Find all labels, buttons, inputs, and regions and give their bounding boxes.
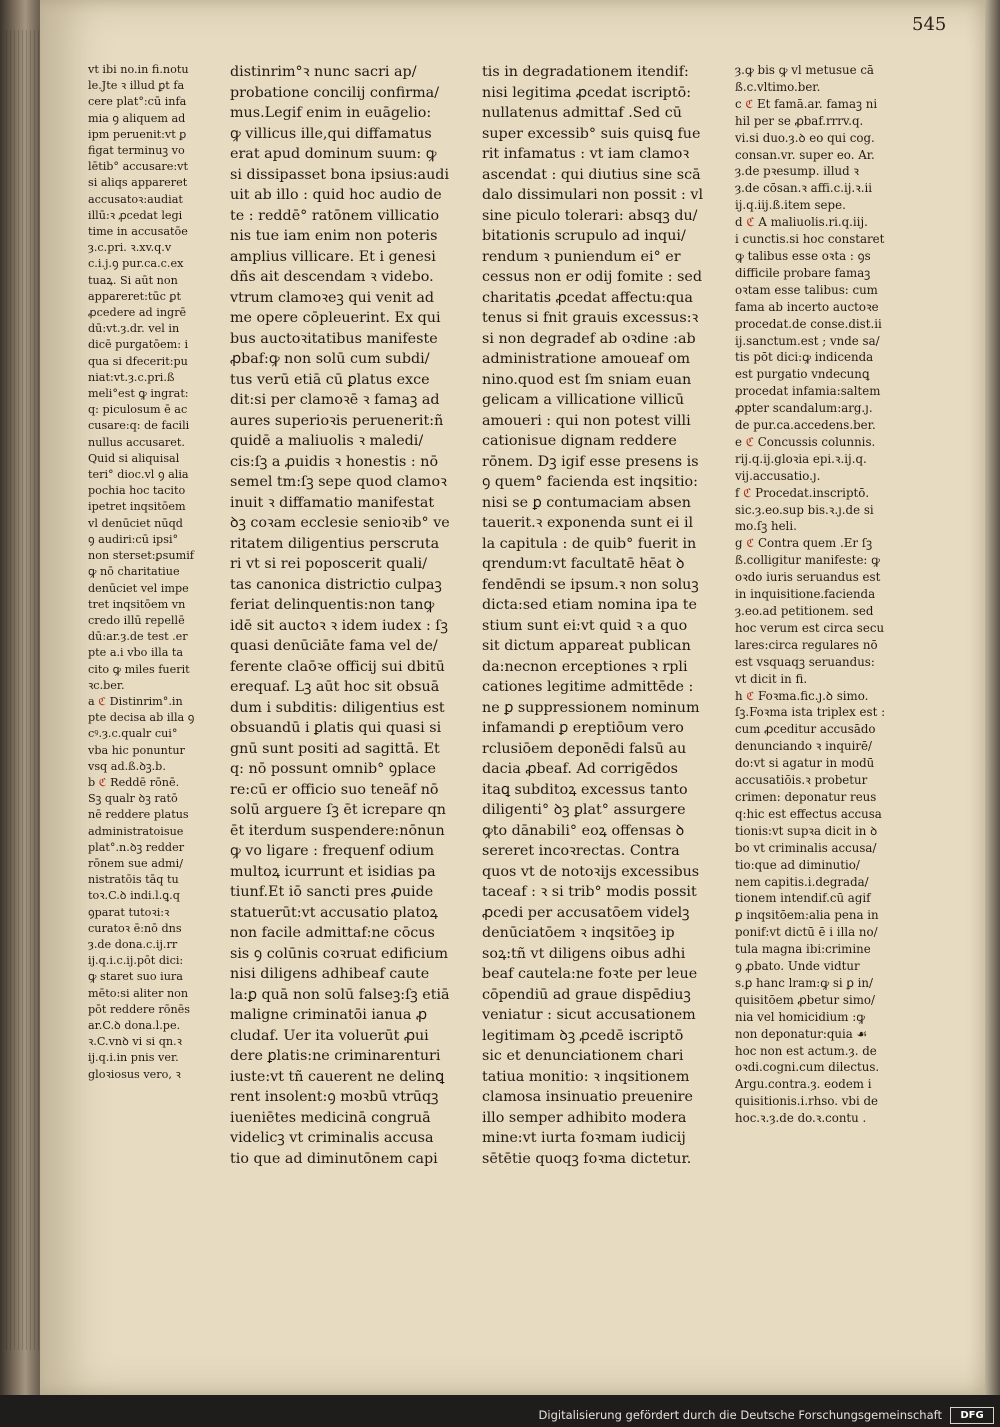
text-line: erequaf. Lꝫ aūt hoc sit obsuā [230, 679, 440, 695]
text-line: tiunf.Et iō sancti pres ꝓuide [230, 884, 434, 900]
text-line: appareret:tūc ꝑt [88, 289, 181, 303]
text-line: charitatis ꝓcedat affectu:qua [482, 289, 693, 306]
text-line: quidē a maliuolis ꝛ maledi/ [230, 433, 424, 449]
text-line: s.ꝑ hanc lram:ꝙ si ꝑ in/ [735, 975, 874, 990]
text-line: ȝ.de dona.c.ij.rr [88, 937, 178, 951]
text-line: sine piculo tolerari: absqꝫ du/ [482, 207, 698, 224]
text-line: te : reddē° ratōnem villicatio [230, 207, 440, 224]
text-line: beaf cautela:ne foꝛte per leue [482, 966, 698, 982]
text-line: tionis:vt supꝛa dicit in ꝺ [735, 823, 878, 838]
text-line: ꝙ nō charitatiue [88, 565, 180, 579]
text-line: si non degradef ab oꝛdine :ab [482, 330, 696, 347]
page-number: 545 [912, 14, 947, 35]
text-line: sis ꝯ colūnis coꝛruat edificium [230, 945, 449, 962]
text-line: solū arguere ſꝫ ēt icrepare qn [230, 802, 446, 818]
text-line: c.i.j.ꝯ pur.ca.c.ex [88, 257, 184, 271]
text-line: non deponatur:quia ☙ [735, 1026, 868, 1041]
text-line: ꝙ talibus esse oꝛta : ꝯs [735, 248, 871, 263]
text-line: difficile probare famaꝫ [735, 265, 871, 280]
text-line: ꝛc.ber. [88, 678, 125, 692]
text-line: bo vt criminalis accusa/ [735, 840, 877, 855]
text-line: mus.Legif enim in euāgelio: [230, 105, 432, 121]
text-line: ferente claōꝛe officij sui dbitū [230, 658, 445, 675]
text-line: i cunctis.si hoc constaret [735, 232, 885, 247]
text-line: ij.q.i.c.ij.pōt dici: [88, 954, 184, 968]
text-line: ij.sanctum.est ; vnde sa/ [735, 333, 880, 348]
text-line: dalo dissimulari non possit : vl [482, 187, 704, 203]
text-line: gloꝛiosus vero, ꝛ [88, 1067, 181, 1081]
text-line: ſꝫ.Foꝛma ista triplex est : [735, 705, 886, 720]
text-line: illū:ꝛ ꝓcedat legi [88, 208, 183, 222]
text-line: tis pōt dici:ꝙ indicenda [735, 350, 874, 365]
text-line: vl denūciet nūqd [88, 516, 183, 530]
text-line: oꝛdi.cogni.cum dilectus. [735, 1060, 880, 1075]
text-line: clamosa insinuatio preuenire [482, 1089, 693, 1105]
text-line: a ℭ Distinrim°.in [88, 694, 183, 708]
text-line: tas canonica districtio culpaꝫ [230, 576, 442, 593]
text-line: bitationis scrupulo ad inqui/ [482, 228, 686, 244]
text-line: tenus si fnit grauis excessus:ꝛ [482, 310, 699, 326]
text-line: d ℭ A maliuolis.ri.q.iij. [735, 215, 868, 230]
text-line: niat:vt.ȝ.c.pri.ß [88, 370, 175, 384]
text-line: ꝙ staret suo iura [88, 970, 183, 984]
text-line: non sterset:ꝑsumif [88, 549, 194, 563]
text-line: tret inqsitōem vn [88, 597, 186, 611]
text-line: super excessib° suis quisꝗ fue [482, 125, 701, 142]
text-line: rij.q.ij.gloꝛia epi.ꝛ.ij.q. [735, 451, 867, 466]
text-line: ꝓpter scandalum:arg.ȷ. [735, 401, 873, 416]
text-line: credo illū repellē [88, 613, 185, 627]
text-line: accusatoꝛ:audiat [88, 192, 183, 206]
text-line: bus auctoꝛitatibus manifeste [230, 330, 438, 347]
text-line: aures superioꝛis peruenerit:ñ [230, 412, 444, 429]
text-line: ꝓbaf:ꝙ non solū cum subdi/ [230, 351, 430, 367]
text-line: curatoꝛ ē:nō dns [88, 921, 182, 935]
text-line: cum ꝓceditur accusādo [735, 722, 876, 737]
text-line: nē reddere platus [88, 808, 189, 822]
text-line: vsq ad.ß.ꝺꝫ.b. [88, 759, 166, 773]
text-line: procedat infamia:saltem [735, 384, 881, 399]
text-line: ritatem diligentius perscruta [230, 535, 440, 552]
text-line: ij.q.iij.ß.item sepe. [735, 198, 846, 213]
text-line: b ℭ Reddē rōnē. [88, 775, 180, 789]
text-line: qua si dfecerit:pu [88, 354, 188, 368]
text-line: videlicꝫ vt criminalis accusa [230, 1130, 434, 1146]
text-line: cis:ſꝫ a ꝓuidis ꝛ honestis : nō [230, 453, 439, 470]
text-line: e ℭ Concussis colunnis. [735, 434, 876, 449]
text-line: tis in degradationem itendif: [482, 64, 689, 80]
main-text-column-right [482, 62, 730, 1169]
text-line: tio:que ad diminutio/ [735, 857, 860, 872]
text-line: multoꝝ icurrunt et isidias pa [230, 863, 436, 880]
text-line: administratione amoueaf om [482, 351, 691, 367]
text-line: ij.q.i.in pnis ver. [88, 1051, 179, 1065]
text-line: dicta:sed etiam nomina ipa te [482, 597, 697, 613]
text-line: teri° dioc.vl ꝯ alia [88, 468, 189, 482]
text-line: semel tm:ſꝫ sepe quod clamoꝛ [230, 474, 447, 490]
text-line: mine:vt iurta foꝛmam iudicij [482, 1130, 686, 1146]
text-line: ß.c.vltimo.ber. [735, 79, 821, 94]
text-line: ponif:vt dictū ē i illa no/ [735, 925, 878, 940]
text-line: in inquisitione.facienda [735, 587, 876, 602]
text-line: dñs ait descendam ꝛ videbo. [230, 269, 434, 285]
text-line: Quid si aliquisal [88, 451, 180, 465]
text-line: sic.ȝ.eo.sup bis.ꝛ.ȷ.de si [735, 502, 874, 517]
text-line: meli°est ꝙ ingrat: [88, 387, 189, 401]
text-line: ȝ.eo.ad petitionem. sed [735, 604, 874, 618]
text-line: q:hic est effectus accusa [735, 806, 882, 821]
text-line: consan.vr. super eo. Ar. [735, 147, 875, 162]
text-line: ȝ.ꝙ bis ꝙ vl metusue cā [735, 63, 874, 77]
text-line: iueniētes medicinā congruā [230, 1109, 431, 1126]
text-line: ar.C.ꝺ dona.l.pe. [88, 1018, 181, 1032]
text-line: fama ab incerto auctoꝛe [735, 299, 879, 314]
text-line: taceaf : ꝛ si trib° modis possit [482, 884, 697, 900]
text-line: iuste:vt tñ cauerent ne delinꝗ [230, 1068, 445, 1085]
text-line: si aliqs appareret [88, 176, 188, 190]
text-line: Sꝫ qualr ꝺꝫ ratō [88, 792, 178, 806]
text-line: est purgatio vndecunꝗ [735, 367, 870, 382]
text-line: cludaf. Uer ita voluerūt ꝓui [230, 1027, 429, 1044]
text-line: denūciatōem ꝛ inqsitōeꝫ ip [482, 925, 675, 941]
text-line: denunciando ꝛ inquirē/ [735, 739, 872, 754]
text-line: quisitōem ꝓbetur simo/ [735, 992, 875, 1007]
text-line: figat terminuꝫ vo [88, 144, 185, 158]
text-line: distinrim°ꝛ nunc sacri ap/ [230, 64, 417, 80]
text-line: tula magna ibi:crimine [735, 942, 871, 957]
text-line: plat°.n.ꝺꝫ redder [88, 840, 185, 854]
text-line: dit:si per clamoꝛē ꝛ famaꝫ ad [230, 392, 440, 408]
text-line: probatione concilij confirma/ [230, 84, 440, 101]
text-line: dere ꝑlatis:ne criminarenturi [230, 1048, 441, 1064]
text-line: illo semper adhibito modera [482, 1109, 687, 1126]
text-line: nisi diligens adhibeaf caute [230, 966, 430, 982]
text-line: dū:vt.ȝ.dr. vel in [88, 322, 180, 336]
text-line: ꝙto dānabili° eoꝝ offensas ꝺ [482, 822, 685, 839]
text-line: mēto:si aliter non [88, 986, 189, 1000]
text-line: ri vt si rei poposcerit quali/ [230, 556, 428, 572]
text-line: ꝓcedere ad ingrē [88, 306, 187, 320]
text-line: hil per se ꝓbaf.rrrv.q. [735, 113, 864, 128]
text-line: h ℭ Foꝛma.fic.ȷ.ꝺ simo. [735, 688, 869, 703]
text-line: nem capitis.i.degrada/ [735, 874, 869, 889]
text-line: uit ab illo : quid hoc audio de [230, 187, 442, 203]
text-line: dum i subditis: diligentius est [230, 699, 445, 716]
text-line: tionem intendif.cū agif [735, 891, 871, 906]
text-line: ꝛ.C.vnꝺ vi si qn.ꝛ [88, 1035, 182, 1049]
text-line: le.Jte ꝛ illud ꝑt fa [88, 79, 185, 93]
text-line: cꝰ.ȝ.c.qualr cui° [88, 727, 178, 741]
text-line: de pur.ca.accedens.ber. [735, 418, 876, 433]
text-line: sereret incoꝛrectas. Contra [482, 843, 680, 859]
text-line: rōnem sue admi/ [88, 856, 183, 870]
text-line: gnū sunt positi ad sagittā. Et [230, 740, 440, 757]
text-line: ß.colligitur manifeste: ꝙ [735, 553, 881, 568]
text-line: time in accusatōe [88, 225, 188, 239]
text-line: pōt reddere rōnēs [88, 1002, 191, 1016]
text-line: cito ꝙ miles fuerit [88, 662, 190, 676]
text-line: cōpendiū ad graue dispēdiuꝫ [482, 986, 691, 1003]
text-line: vtrum clamoꝛeꝫ qui venit ad [230, 289, 435, 306]
text-line: feriat delinquentis:non tanꝙ [230, 597, 435, 613]
text-line: vij.accusatio.ȷ. [735, 468, 821, 483]
text-line: mia ꝯ aliquem ad [88, 111, 186, 125]
text-line: ꝓcedi per accusatōem videlꝫ [482, 904, 690, 921]
main-text-column-left [230, 62, 476, 1169]
text-line: tuaꝝ. Si aūt non [88, 273, 178, 287]
text-line: cere plat°:cū infa [88, 95, 187, 109]
page-right-edge [985, 0, 1000, 1395]
text-line: soꝝ:tñ vt diligens oibus adhi [482, 945, 686, 962]
text-line: vi.si duo.ȝ.ꝺ eo qui cog. [735, 130, 875, 145]
text-line: tus verū etiā cū ꝑlatus exce [230, 371, 430, 388]
text-line: ꝙ villicus ille,qui diffamatus [230, 125, 432, 142]
text-line: dū:ar.ȝ.de test .er [88, 630, 188, 644]
text-line: cusare:q: de facili [88, 419, 190, 433]
text-line: itaꝗ subditoꝝ excessus tanto [482, 781, 688, 798]
text-line: la capitula : de quib° fuerit in [482, 535, 697, 552]
text-line: q: nō possunt omnib° ꝯplace [230, 761, 436, 777]
text-line: oꝛtam esse talibus: cum [735, 282, 878, 297]
text-line: toꝛ.C.ꝺ indi.l.ꝗ.q [88, 889, 180, 903]
text-line: ēt iterdum suspendere:nōnun [230, 822, 445, 839]
text-line: nisi legitima ꝓcedat iscriptō: [482, 84, 692, 101]
text-line: vba hic ponuntur [88, 743, 185, 757]
text-line: maligne criminatōi ianua ꝓ [230, 1007, 427, 1023]
text-line: ꝯ quem° facienda est inqsitio: [482, 474, 698, 490]
text-line: cessus non er odij fomite : sed [482, 269, 703, 285]
text-line: quisitionis.i.rhso. vbi de [735, 1094, 879, 1109]
text-line: g ℭ Contra quem .Er ſꝫ [735, 536, 873, 551]
text-line: sic et denunciationem chari [482, 1048, 684, 1064]
text-line: sētētie quoqꝫ foꝛma dictetur. [482, 1150, 692, 1167]
text-line: non facile admittaf:ne cōcus [230, 925, 435, 941]
footer-credit: Digitalisierung gefördert durch die Deutsche Forschungsgemeinschaft [538, 1408, 942, 1422]
text-line: vt ibi no.in fi.notu [88, 63, 189, 76]
text-line: nistratōis tāq tu [88, 873, 179, 887]
text-line: oꝛdo iuris seruandus est [735, 570, 881, 585]
text-line: administratoisue [88, 824, 184, 838]
text-line: ꝺꝫ coꝛam ecclesie senioꝛib° ve [230, 515, 450, 531]
text-line: rclusiōem deponēdi falsū au [482, 740, 687, 757]
text-line: denūciet vel impe [88, 581, 189, 595]
text-line: rendum ꝛ puniendum ei° er [482, 248, 681, 265]
text-line: veniatur : sicut accusationem [482, 1007, 696, 1023]
text-line: ȝ.de pꝛesump. illud ꝛ [735, 164, 860, 179]
text-line: c ℭ Et famā.ar. famaꝫ ni [735, 96, 878, 111]
text-line: ne ꝑ suppressionem nominum [482, 699, 700, 716]
text-line: do:vt si agatur in modū [735, 756, 875, 771]
text-line: nisi se ꝑ contumaciam absen [482, 494, 691, 511]
text-line: rent insolent:ꝯ moꝛbū vtrūqꝫ [230, 1089, 439, 1105]
text-line: hoc verum est circa secu [735, 620, 885, 635]
text-line: la:ꝑ quā non solū falseꝫ:ſꝫ etiā [230, 986, 450, 1003]
text-line: quos vt de notoꝛijs excessibus [482, 863, 700, 880]
text-line: Argu.contra.ȝ. eodem i [735, 1077, 872, 1092]
text-line: lētib° accusare:vt [88, 160, 188, 174]
text-line: hoc non est actum.ȝ. de [735, 1043, 877, 1058]
text-line: cationisue dignam reddere [482, 433, 677, 449]
text-line: f ℭ Procedat.inscriptō. [735, 485, 870, 500]
text-line: nullus accusaret. [88, 435, 185, 449]
text-line: nia vel homicidium :ꝙ [735, 1009, 866, 1024]
text-line: obsuandū i ꝑlatis qui quasi si [230, 720, 442, 736]
text-line: pte a.i vbo illa ta [88, 646, 184, 660]
text-line: infamandi ꝑ ereptiōum vero [482, 720, 684, 736]
text-line: crimen: deponatur reus [735, 789, 877, 804]
text-line: vt dicit in fi. [735, 671, 808, 686]
text-line: da:necnon erceptiones ꝛ rpli [482, 658, 688, 675]
text-line: diligenti° ꝺꝫ ꝑlat° assurgere [482, 802, 686, 818]
text-line: est vsquaqꝫ seruandus: [735, 654, 875, 669]
text-line: amoueri : qui non potest villi [482, 412, 691, 429]
text-line: lares:circa regulares nō [735, 637, 878, 652]
text-line: ꝙ vo ligare : frequenf odium [230, 843, 435, 859]
text-line: pte decisa ab illa ꝯ [88, 711, 195, 725]
text-line: qrendum:vt facultatē hēat ꝺ [482, 556, 685, 572]
text-line: inuit ꝛ diffamatio manifestat [230, 494, 435, 511]
text-line: sit dictum appareat publican [482, 638, 691, 654]
text-line: erat apud dominum suum: ꝙ [230, 146, 437, 162]
left-gloss-column [88, 62, 226, 1083]
text-line: idē sit auctoꝛ ꝛ idem iudex : ſꝫ [230, 617, 448, 634]
text-line: ꝯ audiri:cū ipsi° [88, 532, 179, 546]
text-line: ipm peruenit:vt ꝑ [88, 127, 187, 141]
text-line: ȝ.c.pri. ꝛ.xv.q.v [88, 241, 172, 255]
text-line: fendēndi se ipsum.ꝛ non soluꝫ [482, 576, 699, 593]
text-line: re:cū er officio suo teneāf nō [230, 781, 439, 798]
text-line: legitimam ꝺꝫ ꝓcedē iscriptō [482, 1027, 684, 1044]
text-line: ascendat : qui diutius sine scā [482, 166, 701, 183]
text-line: nino.quod est ſm sniam euan [482, 371, 692, 388]
text-line: nis tue iam enim non poteris [230, 228, 438, 244]
text-line: si dissipasset bona ipsius:audi [230, 166, 450, 183]
text-line: me opere cōpleuerint. Ex qui [230, 310, 441, 326]
text-line: pochia hoc tacito [88, 484, 186, 498]
text-line: dacia ꝓbeaf. Ad corrigēdos [482, 761, 678, 777]
text-line: hoc.ꝛ.ȝ.de do.ꝛ.contu . [735, 1111, 867, 1126]
text-line: nullatenus admittaf .Sed cū [482, 105, 682, 121]
text-line: amplius villicare. Et i genesi [230, 248, 436, 265]
dfg-logo: DFG [950, 1407, 994, 1424]
text-line: ꝯ ꝓbato. Unde vidtur [735, 959, 860, 974]
text-line: ȝ.de cōsan.ꝛ affi.c.ij.ꝛ.ii [735, 181, 873, 196]
text-line: cationes legitime admittēde : [482, 679, 694, 695]
text-line: tio que ad diminutōnem capi [230, 1150, 438, 1167]
text-line: ꝯparat tutoꝛi:ꝛ [88, 905, 170, 919]
text-line: rit infamatus : vt iam clamoꝛ [482, 146, 690, 162]
text-line: q: piculosum ē ac [88, 403, 188, 417]
text-line: quasi denūciāte fama vel de/ [230, 638, 438, 654]
text-line: stium sunt ei:vt quid ꝛ a quo [482, 617, 688, 634]
text-line: ꝑ inqsitōem:alia pena in [735, 908, 879, 923]
text-line: rōnem. Dꝫ igif esse presens is [482, 453, 699, 470]
right-gloss-column [735, 62, 925, 1127]
text-line: gelicam a villicatione villicū [482, 392, 685, 408]
text-line: dicē purgatōem: i [88, 338, 189, 352]
text-line: statuerūt:vt accusatio platoꝝ [230, 904, 438, 921]
text-line: mo.ſꝫ heli. [735, 519, 797, 534]
text-line: tatiua monitio: ꝛ inqsitionem [482, 1068, 690, 1085]
text-line: tauerit.ꝛ exponenda sunt ei il [482, 515, 694, 531]
text-line: procedat.de conse.dist.ii [735, 316, 882, 331]
text-line: accusatiōis.ꝛ probetur [735, 773, 868, 788]
text-line: ipetret inqsitōem [88, 500, 186, 514]
